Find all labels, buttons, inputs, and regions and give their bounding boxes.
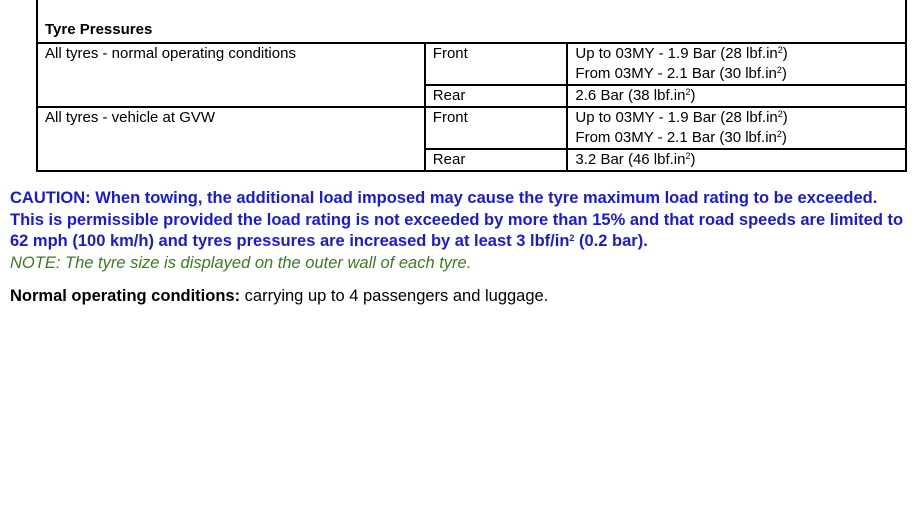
- axle-cell: Rear: [425, 85, 568, 107]
- pressure-line: Up to 03MY - 1.9 Bar (28 $lbf.in^2$): [575, 45, 788, 62]
- pressure-line: 2.6 Bar (38 $lbf.in^2$): [575, 87, 696, 104]
- normal-conditions-text: Normal operating conditions: carrying up to 4 passengers and luggage.: [10, 287, 549, 305]
- table-row: [37, 107, 906, 149]
- table-title-row: [37, 0, 906, 43]
- caution-text: CAUTION: When towing, the additional load imposed may cause the tyre maximum load rating to be exceeded. This is permissible provided the load rating is not exceeded by more than 15% and that road speeds are limited to 62 mph (100 km/h) and tyres pressures are increased by at least 3 lbf/$in^2$ (0.2 bar).: [10, 189, 904, 250]
- table-title: Tyre Pressures: [37, 0, 906, 43]
- pressure-cell: [567, 43, 906, 85]
- normal-conditions-label: Normal operating conditions:: [10, 287, 241, 305]
- pressure-cell: [567, 107, 906, 149]
- pressure-line: From 03MY - 2.1 Bar (30 $lbf.in^2$): [575, 65, 787, 82]
- condition-cell: All tyres - vehicle at GVW: [37, 107, 425, 171]
- pressure-cell: [567, 149, 906, 171]
- axle-cell: Front: [425, 43, 568, 85]
- pressure-line: From 03MY - 2.1 Bar (30 $lbf.in^2$): [575, 129, 787, 146]
- table-row: [37, 43, 906, 85]
- pressure-line: 3.2 Bar (46 $lbf.in^2$): [575, 151, 696, 168]
- tyre-pressures-table: [36, 0, 907, 172]
- axle-cell: Rear: [425, 149, 568, 171]
- pressure-cell: [567, 85, 906, 107]
- condition-cell: All tyres - normal operating conditions: [37, 43, 425, 107]
- note-text: NOTE: The tyre size is displayed on the outer wall of each tyre.: [10, 254, 472, 272]
- axle-cell: Front: [425, 107, 568, 149]
- pressure-line: Up to 03MY - 1.9 Bar (28 $lbf.in^2$): [575, 109, 788, 126]
